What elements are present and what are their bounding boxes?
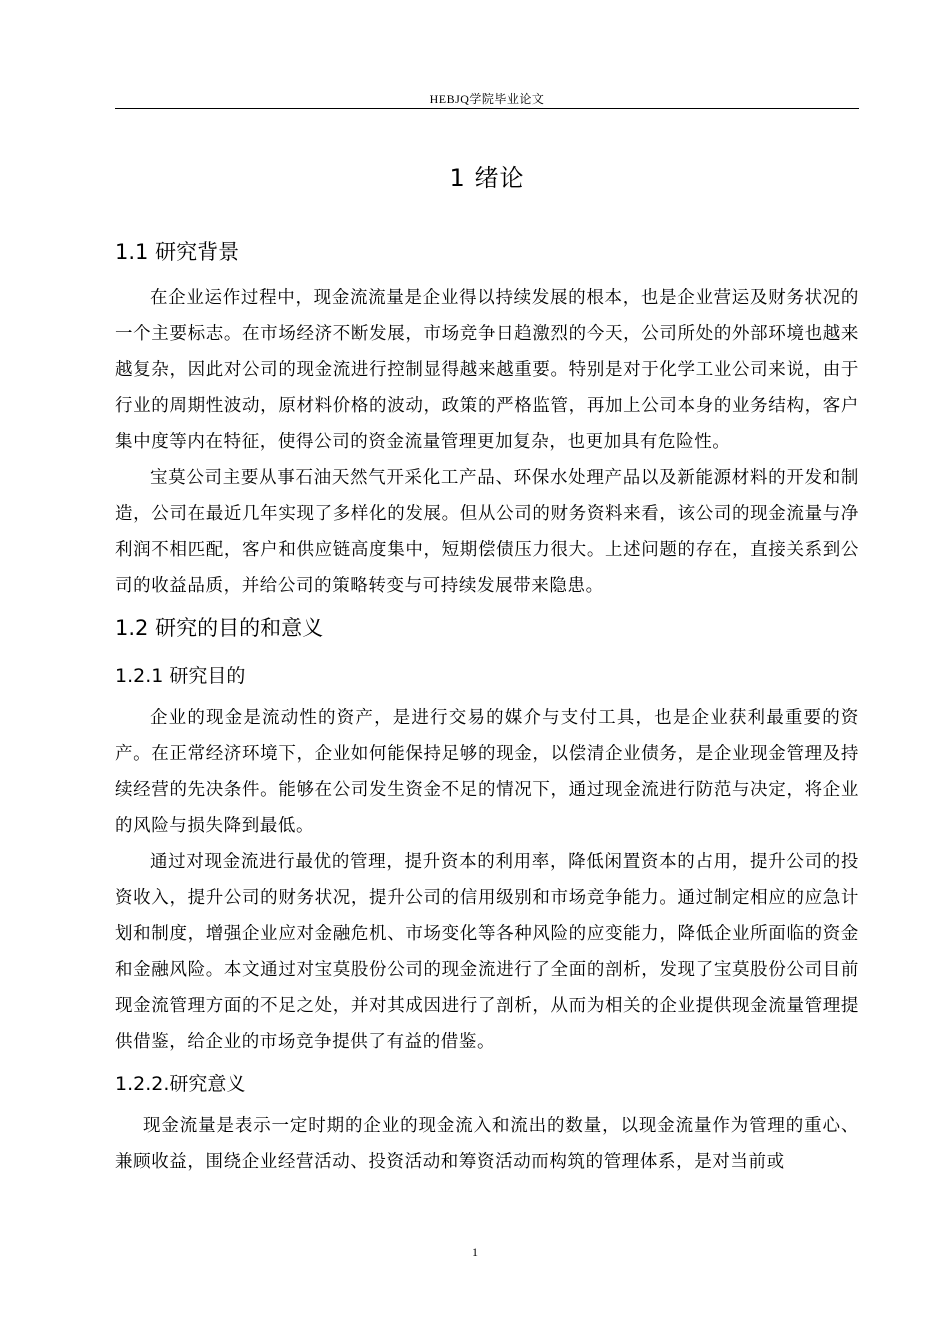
paragraph: 企业的现金是流动性的资产，是进行交易的媒介与支付工具，也是企业获利最重要的资产。在正常经济环境下，企业如何能保持足够的现金，以偿清企业债务，是企业现金管理及持续经营的先决条件。能够在公司发生资金不足的情况下，通过现金流进行防范与决定，将企业的风险与损失降到最低。 xyxy=(115,708,859,836)
page-body xyxy=(115,158,859,1180)
section-1-2-1 xyxy=(115,656,859,1060)
subsection-heading: 1.2.2.研究意义 xyxy=(115,1073,246,1095)
paragraph: 通过对现金流进行最优的管理，提升资本的利用率，降低闲置资本的占用，提升公司的投资收入，提升公司的财务状况，提升公司的信用级别和市场竞争能力。通过制定相应的应急计划和制度，增强企业应对金融危机、市场变化等各种风险的应变能力，降低企业所面临的资金和金融风险。本文通过对宝莫股份公司的现金流进行了全面的剖析，发现了宝莫股份公司目前现金流管理方面的不足之处，并对其成因进行了剖析，从而为相关的企业提供现金流量管理提供借鉴，给企业的市场竞争提供了有益的借鉴。 xyxy=(115,852,859,1052)
page-number: 1 xyxy=(472,1245,478,1259)
subsection-heading: 1.2.1 研究目的 xyxy=(115,665,246,687)
header-divider xyxy=(115,108,859,109)
running-header: HEBJQ学院毕业论文 xyxy=(429,92,545,106)
section-heading: 1.2 研究的目的和意义 xyxy=(115,616,324,640)
paragraph: 宝莫公司主要从事石油天然气开采化工产品、环保水处理产品以及新能源材料的开发和制造，公司在最近几年实现了多样化的发展。但从公司的财务资料来看，该公司的现金流量与净利润不相匹配，客户和供应链高度集中，短期偿债压力很大。上述问题的存在，直接关系到公司的收益品质，并给公司的策略转变与可持续发展带来隐患。 xyxy=(115,468,859,596)
section-1-1 xyxy=(115,232,859,604)
section-heading: 1.1 研究背景 xyxy=(115,240,240,264)
chapter-title: 1 绪论 xyxy=(449,164,525,192)
section-1-2 xyxy=(115,608,859,648)
section-1-2-2 xyxy=(115,1064,859,1180)
paragraph: 现金流量是表示一定时期的企业的现金流入和流出的数量，以现金流量作为管理的重心、兼顾收益，围绕企业经营活动、投资活动和筹资活动而构筑的管理体系，是对当前或 xyxy=(115,1116,859,1172)
paragraph: 在企业运作过程中，现金流流量是企业得以持续发展的根本，也是企业营运及财务状况的一个主要标志。在市场经济不断发展，市场竞争日趋激烈的今天，公司所处的外部环境也越来越复杂，因此对公司的现金流进行控制显得越来越重要。特别是对于化学工业公司来说，由于行业的周期性波动，原材料价格的波动，政策的严格监管，再加上公司本身的业务结构，客户集中度等内在特征，使得公司的资金流量管理更加复杂，也更加具有危险性。 xyxy=(115,288,859,452)
